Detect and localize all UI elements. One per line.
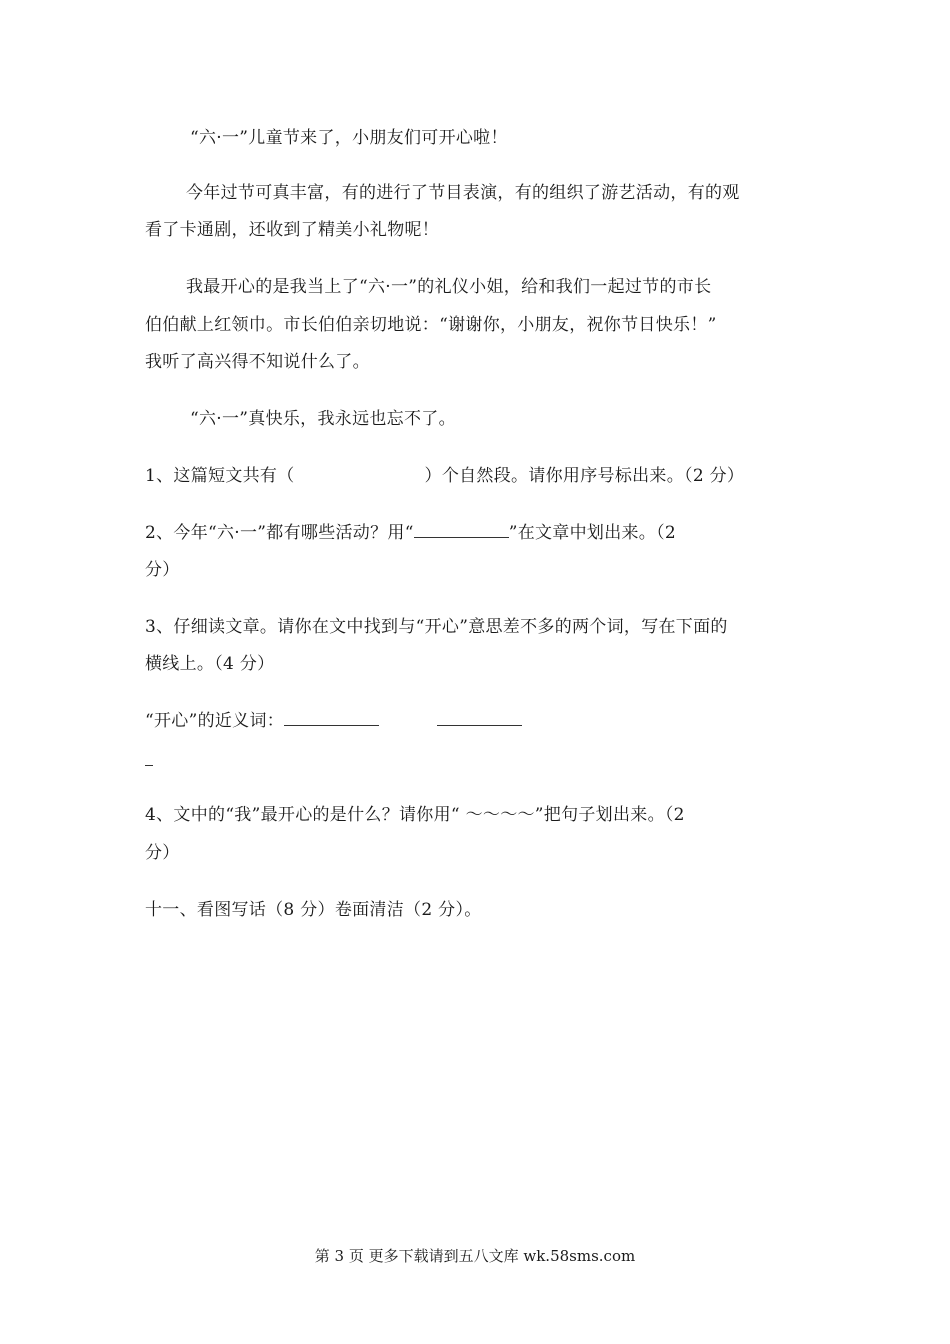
passage-paragraph-1: “六·一”儿童节来了，小朋友们可开心啦！	[190, 128, 508, 148]
question-1	[145, 461, 810, 491]
passage-paragraph-3-line-3: 我听了高兴得不知说什么了。	[145, 352, 370, 372]
page-footer: 第 3 页 更多下载请到五八文库 wk.58sms.com	[314, 1247, 636, 1265]
passage-paragraph-2-line-1: 今年过节可真丰富，有的进行了节目表演，有的组织了游艺活动，有的观	[186, 183, 740, 203]
question-2-line-2: 分）	[145, 560, 180, 580]
synonyms-label: “开心”的近义词：	[145, 711, 285, 731]
question-3-line-1: 3、仔细读文章。请你在文中找到与“开心”意思差不多的两个词，写在下面的	[145, 617, 728, 637]
question-1-prefix: 1、这篇短文共有（	[145, 466, 295, 486]
question-4-line-2: 分）	[145, 843, 180, 863]
question-3-line-2: 横线上。（4 分）	[145, 654, 275, 674]
question-4-line-1: 4、文中的“我”最开心的是什么？请你用“ ～～～～”把句子划出来。（2	[145, 805, 685, 825]
question-1-suffix: ）个自然段。请你用序号标出来。（2 分）	[424, 466, 745, 486]
section-11-heading: 十一、看图写话（8 分）卷面清洁（2 分）。	[145, 900, 482, 920]
synonym-blank-2[interactable]	[437, 707, 522, 726]
question-2-prefix: 2、今年“六·一”都有哪些活动？用“	[145, 523, 414, 543]
question-2-underline-mark	[414, 519, 509, 538]
passage-paragraph-4: “六·一”真快乐，我永远也忘不了。	[190, 409, 456, 429]
question-3-synonyms	[145, 706, 810, 736]
question-2-suffix: ”在文章中划出来。（2	[508, 523, 677, 543]
passage-paragraph-3-line-1: 我最开心的是我当上了“六·一”的礼仪小姐，给和我们一起过节的市长	[186, 277, 712, 297]
synonym-blank-1[interactable]	[284, 707, 379, 726]
stray-dash	[145, 765, 153, 766]
passage-paragraph-3-line-2: 伯伯献上红领巾。市长伯伯亲切地说：“谢谢你，小朋友，祝你节日快乐！”	[145, 315, 717, 335]
question-2-line-1	[145, 518, 810, 548]
passage-paragraph-2-line-2: 看了卡通剧，还收到了精美小礼物呢！	[145, 220, 440, 240]
